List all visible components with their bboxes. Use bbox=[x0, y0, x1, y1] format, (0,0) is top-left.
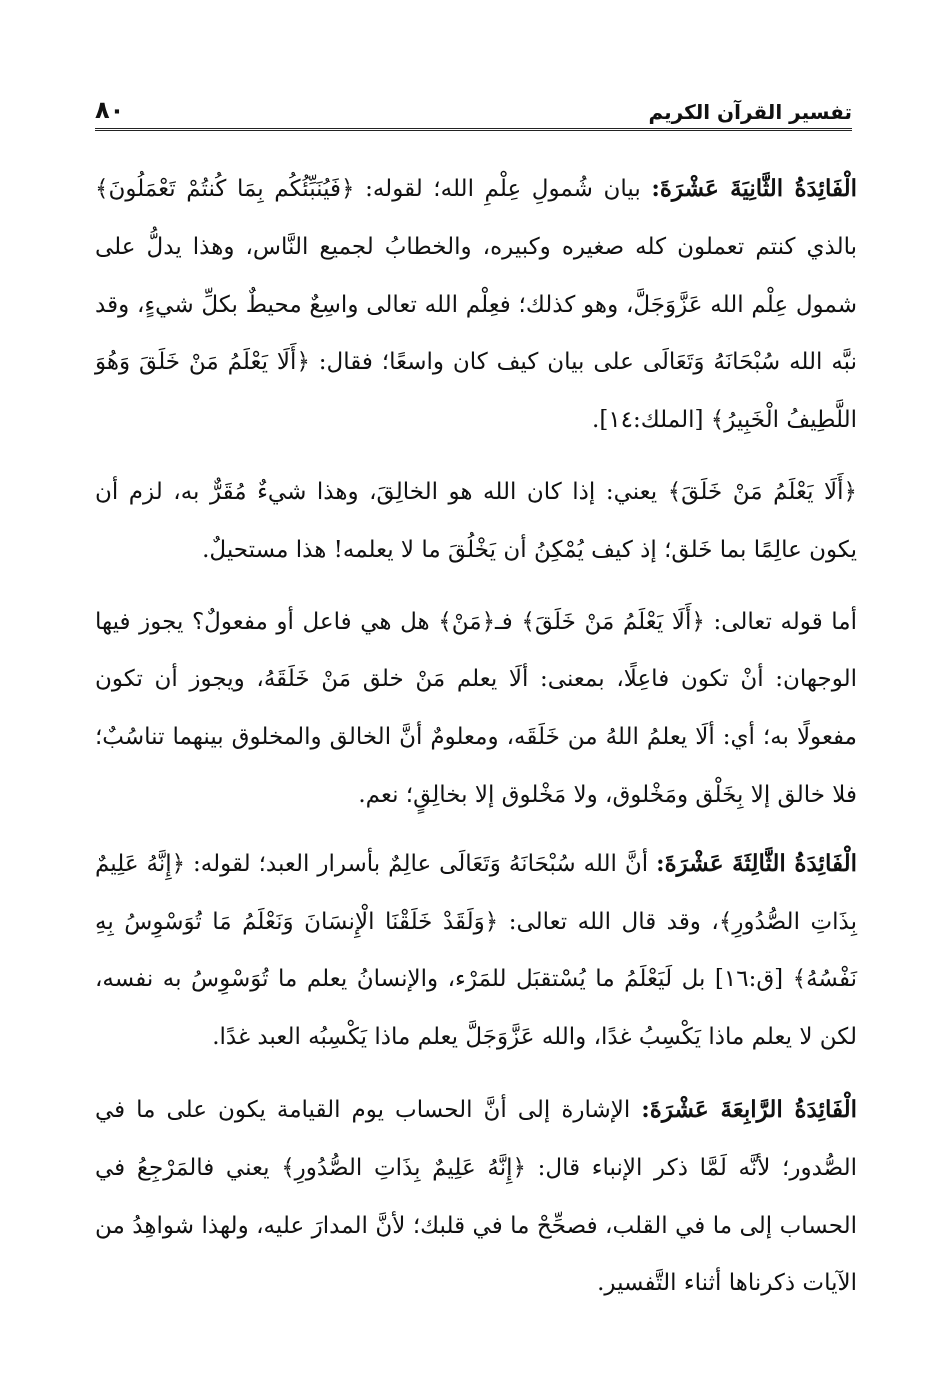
paragraph-benefit-13 bbox=[95, 835, 857, 1067]
paragraph-text: الإشارة إلى أنَّ الحساب يوم القيامة يكون على ما في الصُّدور؛ لأنَّه لَمَّا ذكر الإنباء قال: ﴿إِنَّهُ عَلِيمٌ بِذَاتِ الصُّدُورِ﴾ يعني فالمَرْجِعُ في الحساب إلى ما في القلب، فصحِّحْ ما في قلبك؛ لأنَّ المدارَ عليه، ولهذا شواهِدُ من الآيات ذكرناها أثناء التَّفسير. bbox=[95, 1096, 857, 1297]
paragraph-text: أما قوله تعالى: ﴿أَلَا يَعْلَمُ مَنْ خَلَقَ﴾ فـ﴿مَنْ﴾ هل هي فاعل أو مفعولٌ؟ يجوز فيها الوجهان: أنْ تكون فاعِلًا، بمعنى: ألَا يعلم مَنْ خلق مَنْ خَلَقَهُ، ويجوز أن تكون مفعولًا به؛ أي: ألَا يعلمُ اللهُ من خَلَقَه، ومعلومٌ أنَّ الخالق والمخلوق بينهما تناسُبٌ؛ فلا خالق إلا بِخَلْق ومَخْلوق، ولا مَخْلوق إلا بخالِقٍ؛ نعم. bbox=[95, 608, 857, 808]
paragraph-text: بيان شُمولِ عِلْمِ الله؛ لقوله: ﴿فَيُنَبِّئُكُم بِمَا كُنتُمْ تَعْمَلُونَ﴾ بالذي كنتم تعملون كله صغيره وكبيره، والخطابُ لجميع النَّاس، وهذا يدلُّ على شمول عِلْم الله عَزَّوَجَلَّ، وهو كذلك؛ فعِلْم الله تعالى واسِعٌ محيطٌ بكلِّ شيءٍ، وقد نبَّه الله سُبْحَانَهُ وَتَعَالَى على بيان كيف كان واسعًا؛ فقال: ﴿أَلَا يَعْلَمُ مَنْ خَلَقَ وَهُوَ اللَّطِيفُ الْخَبِيرُ﴾ [الملك:١٤]. bbox=[95, 176, 857, 434]
paragraph-text: أنَّ الله سُبْحَانَهُ وَتَعَالَى عالِمٌ بأسرار العبد؛ لقوله: ﴿إِنَّهُ عَلِيمٌ بِذَاتِ الصُّدُورِ﴾، وقد قال الله تعالى: ﴿وَلَقَدْ خَلَقْنَا الْإِنسَانَ وَنَعْلَمُ مَا تُوَسْوِسُ بِهِ نَفْسُهُ﴾ [ق:١٦] بل لَيَعْلَمُ ما يُسْتقبَل للمَرْء، والإنسانُ يعلم ما تُوَسْوِسُ به نفسه، لكن لا يعلم ماذا يَكْسِبُ غدًا، والله عَزَّوَجَلَّ يعلم ماذا يَكْسِبُه العبد غدًا. bbox=[95, 850, 857, 1051]
benefit-heading: الْفَائِدَةُ الرَّابِعَةَ عَشْرَةَ: bbox=[641, 1095, 858, 1123]
paragraph-grammar bbox=[95, 594, 857, 825]
running-title: تفسير القرآن الكريم bbox=[648, 100, 852, 124]
benefit-heading: الْفَائِدَةُ الثَّالِثَةَ عَشْرَةَ: bbox=[656, 849, 857, 877]
page-body bbox=[95, 160, 857, 1327]
benefit-heading: الْفَائِدَةُ الثَّانِيَةَ عَشْرَةَ: bbox=[651, 175, 858, 202]
paragraph-explanation bbox=[95, 464, 857, 580]
paragraph-benefit-14 bbox=[95, 1081, 857, 1313]
paragraph-text: ﴿أَلَا يَعْلَمُ مَنْ خَلَقَ﴾ يعني: إذا كان الله هو الخالِقَ، وهذا شيءٌ مُقَرٌّ به، لزم أن يكون عالِمًا بما خَلق؛ إذ كيف يُمْكِنُ أن يَخْلُقَ ما لا يعلمه! هذا مستحيلٌ. bbox=[95, 478, 857, 563]
page-number: ٨٠ bbox=[95, 96, 125, 124]
page-header bbox=[95, 84, 852, 131]
paragraph-benefit-12 bbox=[95, 160, 857, 450]
